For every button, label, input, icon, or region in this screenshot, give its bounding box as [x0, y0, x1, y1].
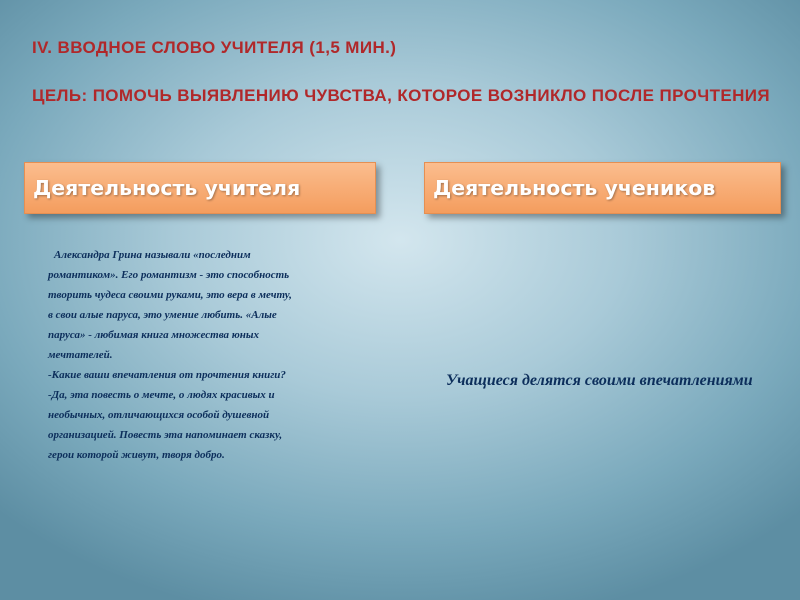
teacher-text-line: творить чудеса своими руками, это вера в мечту,	[48, 289, 292, 301]
teacher-activity-label: Деятельность учителя	[33, 176, 301, 200]
teacher-text-line: романтиком». Его романтизм - это способность	[48, 269, 290, 281]
teacher-text-line: -Какие ваши впечатления от прочтения книги?	[48, 369, 286, 381]
teacher-text-line: паруса» - любимая книга множества юных	[48, 329, 260, 341]
teacher-text-line: необычных, отличающихся особой душевной	[48, 409, 270, 421]
teacher-text-line: в свои алые паруса, это умение любить. «Алые	[48, 309, 277, 321]
teacher-text-line: мечтателей.	[48, 349, 113, 361]
goal-heading: ЦЕЛЬ: ПОМОЧЬ ВЫЯВЛЕНИЮ ЧУВСТВА, КОТОРОЕ ВОЗНИКЛО ПОСЛЕ ПРОЧТЕНИЯ	[32, 86, 771, 105]
students-activity-header	[424, 162, 781, 214]
teacher-activity-header	[24, 162, 376, 214]
teacher-text-line: Александра Грина называли «последним	[54, 249, 251, 261]
slide-title	[32, 36, 772, 108]
teacher-text-line: герои которой живут, творя добро.	[48, 449, 225, 461]
teacher-text	[48, 248, 393, 468]
section-heading: IV. ВВОДНОЕ СЛОВО УЧИТЕЛЯ (1,5 МИН.)	[32, 38, 397, 57]
students-activity-label: Деятельность учеников	[433, 176, 716, 200]
teacher-text-line: организацией. Повесть эта напоминает сказку,	[48, 429, 283, 441]
teacher-text-line: -Да, эта повесть о мечте, о людях красивых и	[48, 389, 275, 401]
students-text: Учащиеся делятся своими впечатлениями	[446, 372, 753, 389]
